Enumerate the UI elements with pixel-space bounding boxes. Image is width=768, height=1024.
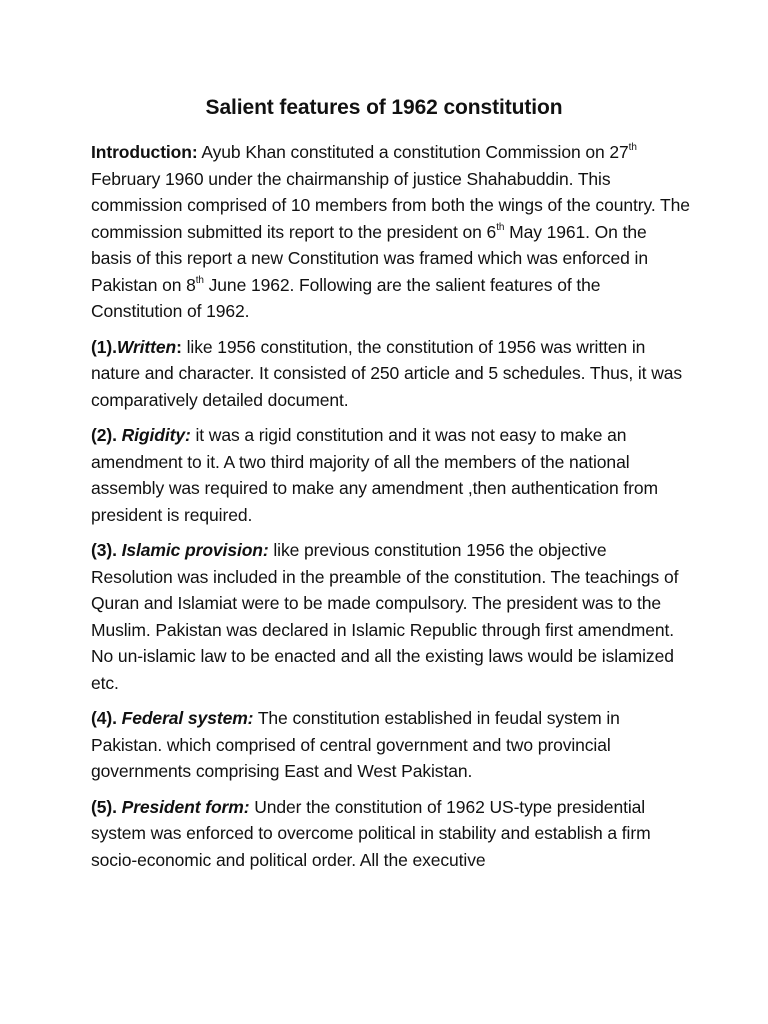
section-written — [91, 334, 691, 414]
intro-paragraph — [91, 139, 691, 325]
intro-sup-2: th — [496, 221, 505, 233]
section-body: The constitution established in feudal system in Pakistan. which comprised of central government and two provincial governments comprising East and West Pakistan. — [91, 708, 620, 781]
section-heading: Rigidity: — [121, 425, 191, 445]
intro-text-4: June 1962. Following are the salient features of the Constitution of 1962. — [91, 274, 601, 321]
section-heading: Written — [116, 336, 177, 357]
intro-sup-3: th — [195, 274, 204, 286]
section-heading: President form: — [121, 796, 250, 817]
section-body: it was a rigid constitution and it was not easy to make an amendment to it. A two third majority of all the members of the national assembly was required to make any amendment ,then authentication from president is required. — [91, 425, 659, 525]
section-number: (1). — [91, 336, 117, 357]
section-federal-system — [91, 705, 691, 785]
section-heading: Federal system: — [121, 708, 254, 728]
section-number: (4). — [91, 708, 122, 728]
intro-text-3: May 1961. On the basis of this report a new Constitution was framed which was enforced in Pakistan on 8 — [91, 221, 648, 295]
section-body: like previous constitution 1956 the objective Resolution was included in the preamble of the constitution. The teachings of Quran and Islamiat were to be made compulsory. The president was to the Muslim. Pakistan was declared in Islamic Republic through first amendment. No un-islamic law to be enacted and all the existing laws would be islamized etc. — [91, 540, 679, 693]
section-islamic-provision — [91, 537, 691, 696]
section-president-form — [91, 794, 691, 874]
section-number: (2). — [91, 425, 122, 445]
section-colon: : — [176, 336, 182, 357]
intro-text-2: February 1960 under the chairmanship of justice Shahabuddin. This commission comprised of 10 members from both the wings of the country. The commission submitted its report to the president on 6 — [91, 168, 690, 242]
section-number: (5). — [91, 796, 122, 817]
section-rigidity — [91, 422, 691, 528]
section-body: like 1956 constitution, the constitution of 1956 was written in nature and character. It consisted of 250 article and 5 schedules. Thus, it was comparatively detailed document. — [91, 336, 683, 410]
document-body — [91, 139, 691, 882]
intro-text-1: Ayub Khan constituted a constitution Commission on 27 — [197, 142, 629, 162]
section-heading: Islamic provision: — [121, 540, 269, 560]
page-title: Salient features of 1962 constitution — [205, 96, 563, 119]
section-body: Under the constitution of 1962 US-type presidential system was enforced to overcome political in stability and establish a firm socio-economic and political order. All the executive — [91, 796, 651, 870]
intro-sup-1: th — [628, 142, 637, 154]
intro-label: Introduction: — [91, 142, 198, 162]
section-number: (3). — [91, 540, 122, 560]
